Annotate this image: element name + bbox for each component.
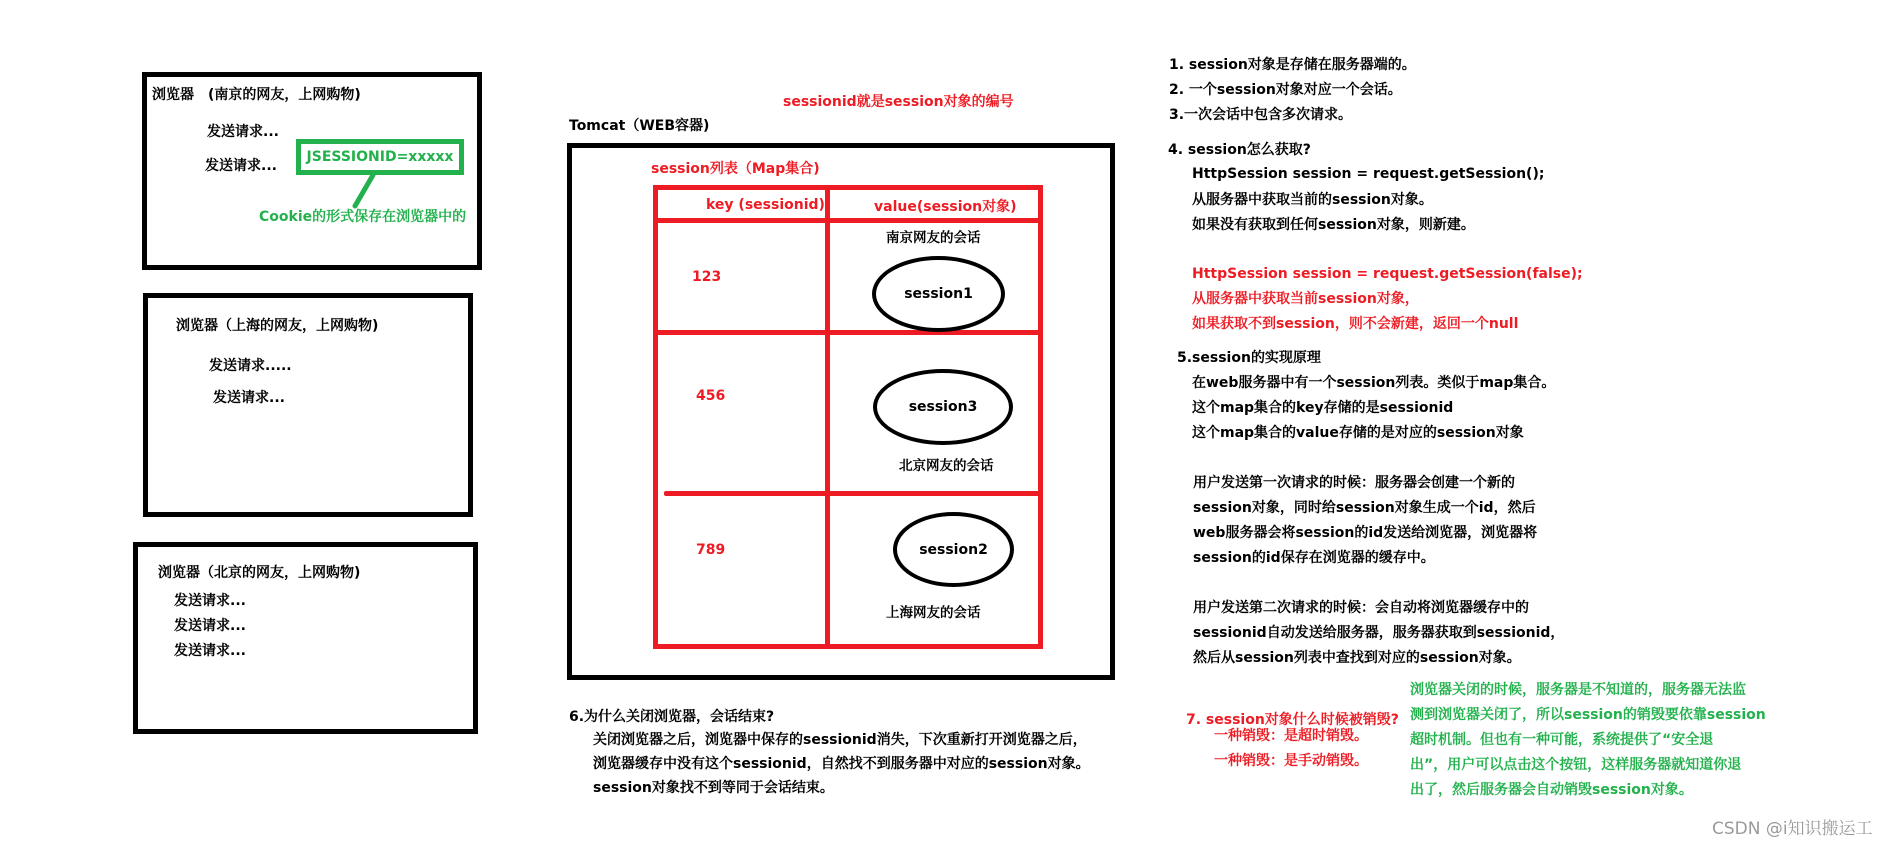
callout-tail: [340, 172, 390, 212]
table-header-divider: [653, 218, 1043, 223]
session-key: 789: [696, 542, 726, 558]
section7-explanation: 测到浏览器关闭了，所以session的销毁要依靠session: [1410, 707, 1766, 723]
session-key: 123: [692, 269, 722, 285]
section5-line: 这个map集合的key存储的是sessionid: [1192, 400, 1454, 416]
session-oval: [873, 369, 1013, 445]
table-header-key: key (sessionid): [706, 197, 825, 213]
second-request-line: sessionid自动发送给服务器，服务器获取到sessionid，: [1193, 625, 1565, 641]
section7-explanation: 浏览器关闭的时候，服务器是不知道的，服务器无法监: [1410, 682, 1746, 698]
section5-line: 在web服务器中有一个session列表。类似于map集合。: [1192, 375, 1556, 391]
section5-line: 这个map集合的value存储的是对应的session对象: [1192, 425, 1524, 441]
browser-request: 发送请求...: [207, 124, 279, 140]
section6-line: 关闭浏览器之后，浏览器中保存的sessionid消失，下次重新打开浏览器之后，: [593, 732, 1087, 748]
table-column-divider: [825, 185, 830, 649]
note-1: 1. session对象是存储在服务器端的。: [1169, 57, 1416, 73]
browser-request: 发送请求...: [213, 390, 285, 406]
section4-line: 从服务器中获取当前的session对象。: [1192, 192, 1433, 208]
section7-explanation: 出了，然后服务器会自动销毁session对象。: [1410, 782, 1693, 798]
note-3: 3.一次会话中包含多次请求。: [1169, 107, 1353, 123]
browser-request: 发送请求.....: [209, 358, 292, 374]
first-request-line: web服务器会将session的id发送给浏览器，浏览器将: [1193, 525, 1538, 541]
jsessionid-cookie-value: JSESSIONID=xxxxx: [306, 149, 454, 165]
section7-explanation: 出”，用户可以点击这个按钮，这样服务器就知道你退: [1410, 757, 1742, 773]
section5-title: 5.session的实现原理: [1177, 350, 1321, 366]
table-header-value: value(session对象): [874, 199, 1017, 215]
first-request-line: session对象，同时给session对象生成一个id，然后: [1193, 500, 1536, 516]
browser-request: 发送请求...: [205, 158, 277, 174]
section6-line: 浏览器缓存中没有这个sessionid，自然找不到服务器中对应的session对象。: [593, 756, 1090, 772]
session-oval: [893, 512, 1014, 587]
section6-line: session对象找不到等同于会话结束。: [593, 780, 834, 796]
browser-request: 发送请求...: [174, 593, 246, 609]
session-oval: [872, 256, 1005, 332]
browser-title-beijing: 浏览器（北京的网友，上网购物): [158, 565, 361, 581]
session-key: 456: [696, 388, 726, 404]
section4-title: 4. session怎么获取?: [1168, 142, 1311, 158]
section7-explanation: 超时机制。但也有一种可能，系统提供了“安全退: [1410, 732, 1714, 748]
browser-title-shanghai: 浏览器（上海的网友，上网购物): [176, 318, 379, 334]
section4-red-line: HttpSession session = request.getSession(false);: [1192, 266, 1583, 282]
table-row-divider: [664, 491, 1043, 496]
section4-line: HttpSession session = request.getSession();: [1192, 166, 1545, 182]
browser-request: 发送请求...: [174, 618, 246, 634]
session-list-label: session列表（Map集合): [651, 161, 820, 177]
cookie-note: Cookie的形式保存在浏览器中的: [259, 209, 467, 225]
section6-title: 6.为什么关闭浏览器，会话结束?: [569, 709, 775, 725]
browser-title-nanjing: 浏览器 (南京的网友，上网购物): [152, 87, 361, 103]
session-caption: 北京网友的会话: [899, 458, 994, 474]
session-name: session2: [919, 541, 988, 558]
browser-request: 发送请求...: [174, 643, 246, 659]
sessionid-annotation: sessionid就是session对象的编号: [783, 94, 1014, 110]
section4-line: 如果没有获取到任何session对象，则新建。: [1192, 217, 1475, 233]
first-request-line: 用户发送第一次请求的时候：服务器会创建一个新的: [1193, 475, 1515, 491]
second-request-line: 然后从session列表中查找到对应的session对象。: [1193, 650, 1521, 666]
watermark: CSDN @i知识搬运工: [1712, 819, 1873, 839]
session-caption: 南京网友的会话: [886, 230, 981, 246]
second-request-line: 用户发送第二次请求的时候：会自动将浏览器缓存中的: [1193, 600, 1529, 616]
table-row-divider: [653, 330, 1043, 335]
section4-red-line: 从服务器中获取当前session对象，: [1192, 291, 1419, 307]
session-name: session1: [904, 286, 973, 302]
section4-red-line: 如果获取不到session，则不会新建，返回一个null: [1192, 316, 1519, 332]
section7-title: 7. session对象什么时候被销毁?: [1186, 712, 1399, 728]
session-caption: 上海网友的会话: [886, 605, 981, 621]
section7-line: 一种销毁：是超时销毁。: [1214, 728, 1368, 744]
session-name: session3: [908, 399, 978, 415]
tomcat-label: Tomcat（WEB容器): [569, 118, 710, 134]
note-2: 2. 一个session对象对应一个会话。: [1169, 82, 1402, 98]
jsessionid-cookie-box: [296, 139, 464, 175]
section7-line: 一种销毁：是手动销毁。: [1214, 753, 1368, 769]
first-request-line: session的id保存在浏览器的缓存中。: [1193, 550, 1435, 566]
